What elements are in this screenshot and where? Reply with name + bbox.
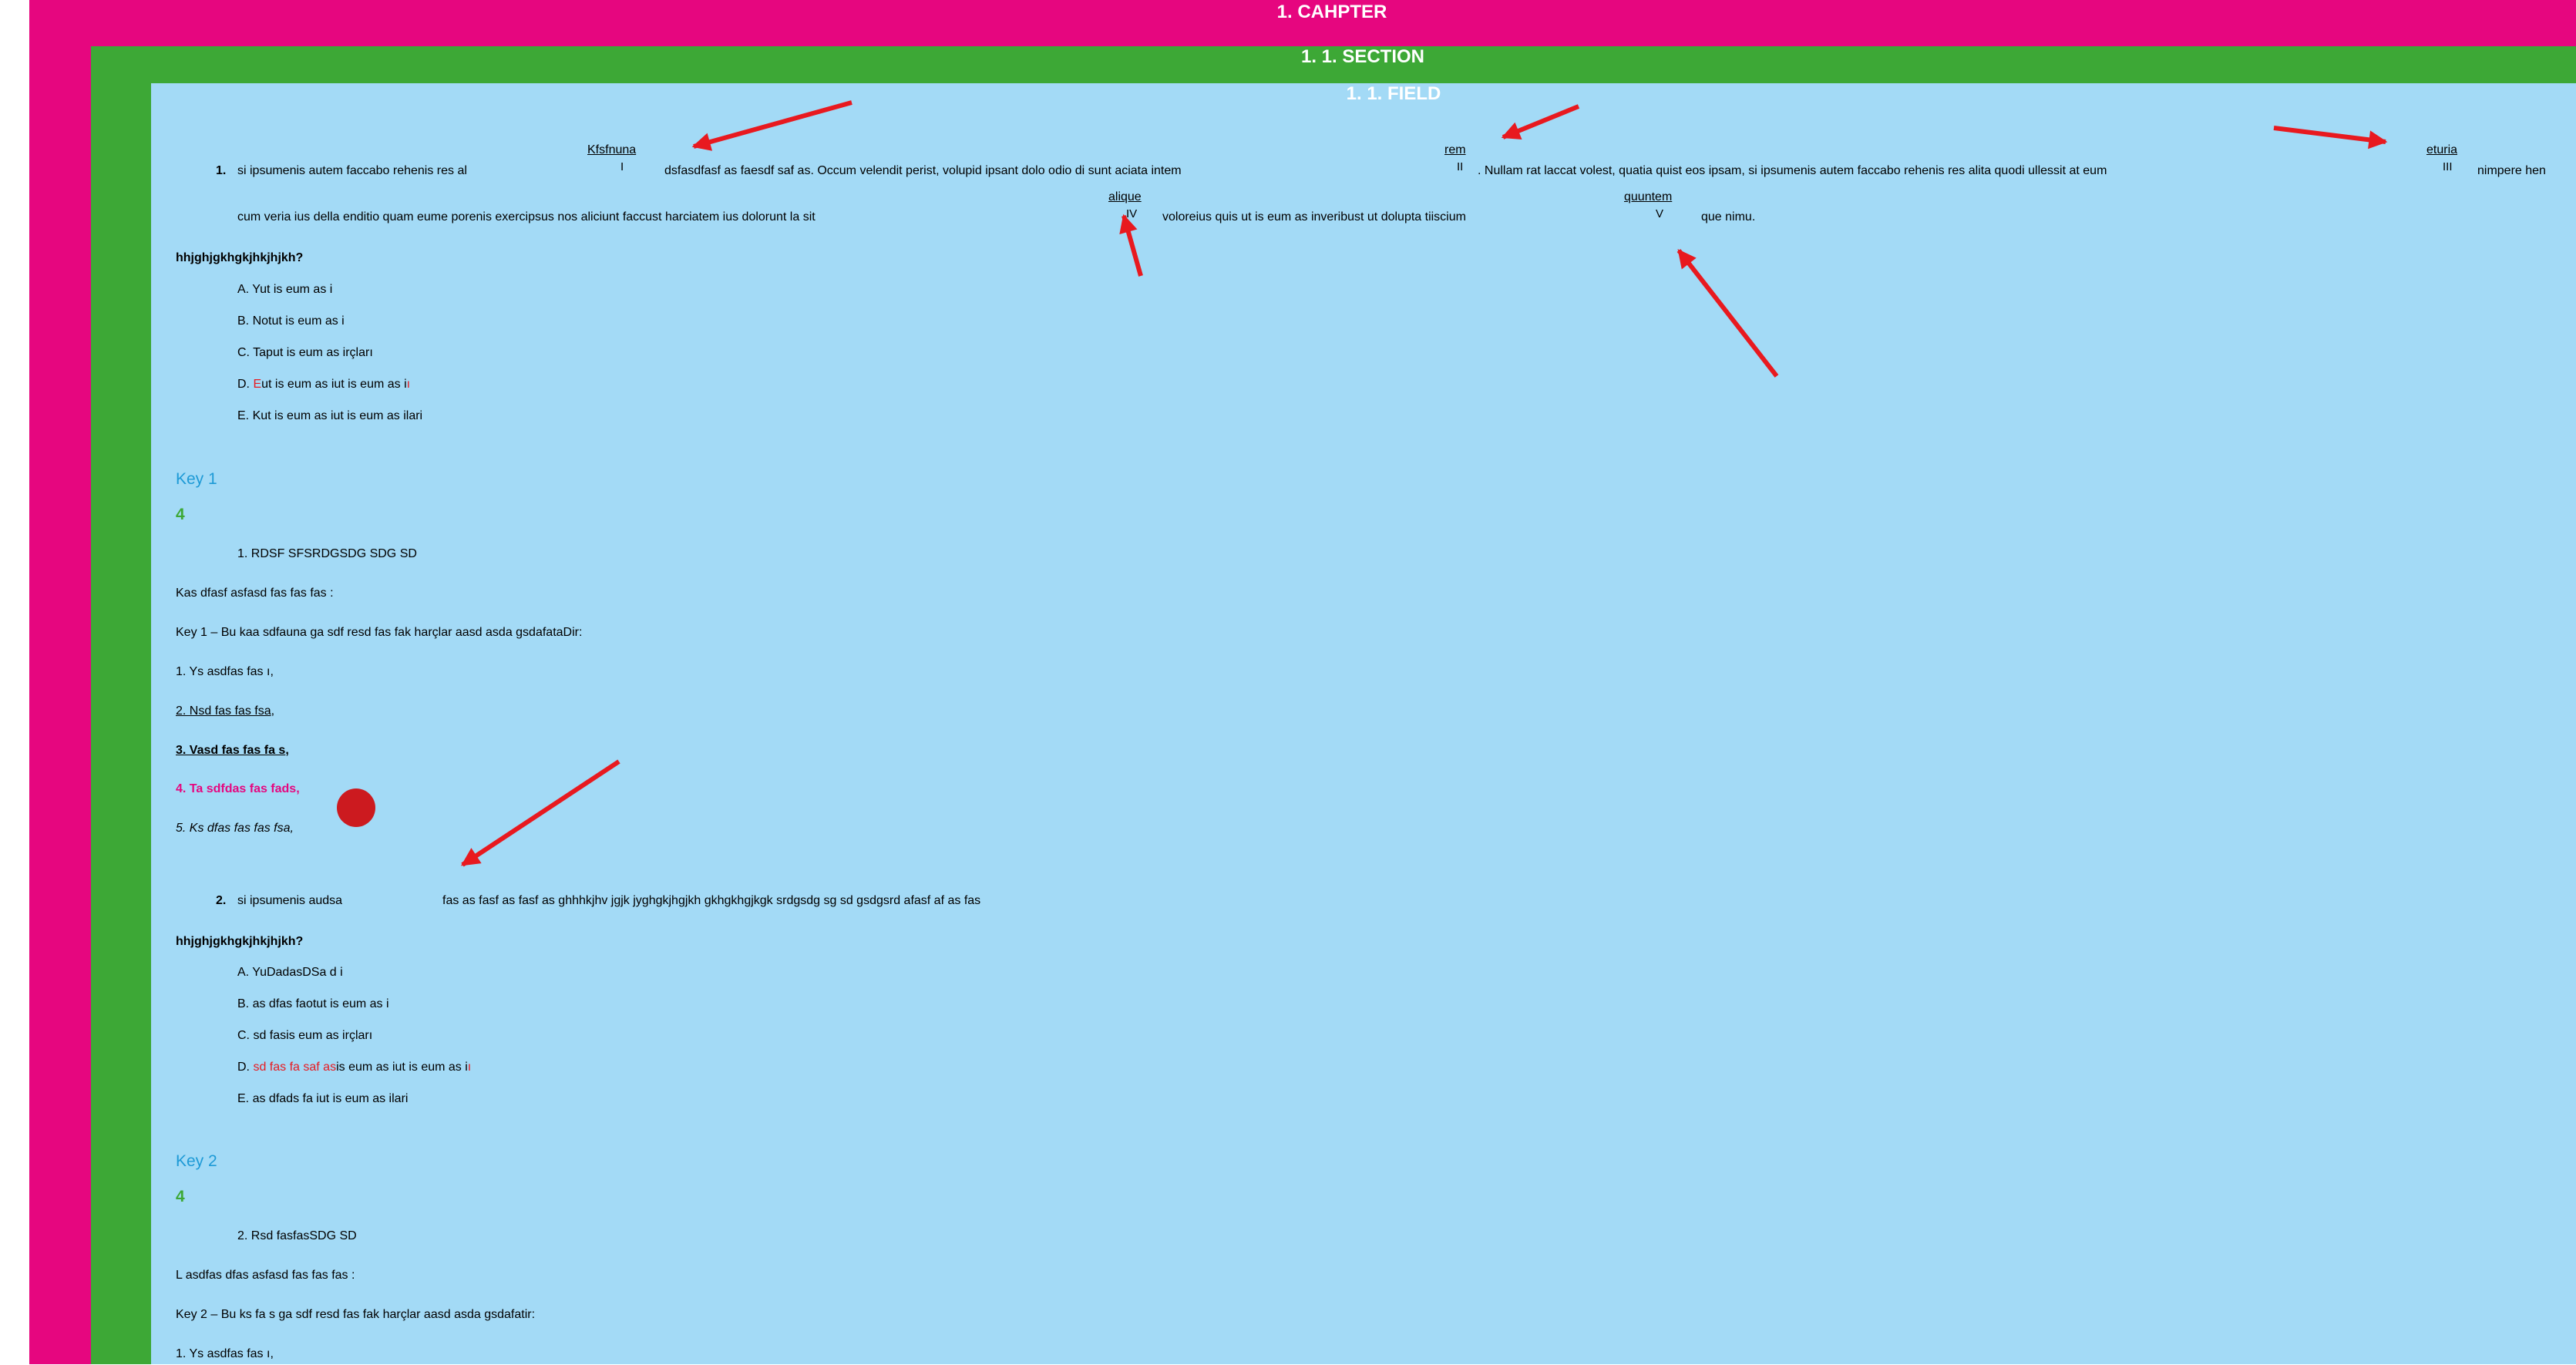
key-intro: Kas dfasf asfasd fas fas fas : [176, 587, 334, 600]
question-prompt: hhjghjgkhgkjhkjhjkh? [176, 251, 304, 264]
question-text: . Nullam rat laccat volest, quatia quist eos ipsam, si ipsumenis autem faccabo rehenis res alita quodi ullessit at eum [1478, 164, 2107, 177]
section-title: 1. 1. SECTION [1300, 46, 1425, 67]
question-text: si ipsumenis autem faccabo rehenis res al [237, 164, 467, 177]
question-prompt: hhjghjgkhgkjhkjhjkh? [176, 935, 304, 948]
roman-numeral: III [2443, 160, 2453, 173]
question-text: fas as fasf as fasf as ghhhkjhv jgjk jyghgkjhgjkh gkhgkhgjkgk srdgsdg sg sd gsdgsrd afasf af as fas [442, 894, 981, 907]
question-text: cum veria ius della enditio quam eume porenis exercipsus nos aliciunt faccust harciatem ius dolorunt la sit [237, 210, 816, 224]
answer-option[interactable]: A. Yut is eum as i [237, 283, 333, 296]
answer-option[interactable]: B. Notut is eum as i [237, 314, 345, 328]
blank-word: rem [1444, 143, 1466, 156]
chapter-title: 1. CAHPTER [1276, 2, 1387, 22]
list-item: 3. Vasd fas fas fa s, [176, 744, 289, 757]
answer-option[interactable]: D. sd fas fa saf asis eum as iut is eum as iı [237, 1061, 472, 1074]
list-item: 1. Ys asdfas fas ı, [176, 665, 274, 678]
answer-option[interactable]: B. as dfas faotut is eum as i [237, 997, 389, 1010]
answer-option[interactable]: E. Kut is eum as iut is eum as ilari [237, 409, 423, 422]
roman-numeral: V [1656, 207, 1664, 220]
arrow-to-blank-2 [1503, 106, 1579, 137]
roman-numeral: II [1457, 160, 1464, 173]
key-item: 2. Rsd fasfasSDG SD [237, 1229, 357, 1242]
answer-option[interactable]: D. Eut is eum as iut is eum as iı [237, 378, 411, 391]
key-label: Key 1 [176, 470, 217, 488]
question-text: si ipsumenis audsa [237, 894, 343, 907]
question-number: 1. [216, 164, 227, 177]
question-number: 2. [216, 894, 227, 907]
key-line: Key 2 – Bu ks fa s ga sdf resd fas fak harçlar aasd asda gsdafatir: [176, 1308, 536, 1321]
key-label: Key 2 [176, 1152, 217, 1170]
arrow-to-blank-4 [1124, 216, 1141, 276]
answer-option[interactable]: C. Taput is eum as irçları [237, 346, 373, 359]
blank-word: alique [1108, 190, 1142, 203]
arrow-to-blank-1 [694, 103, 852, 146]
roman-numeral: I [620, 160, 624, 173]
arrow-to-blank-5 [1679, 250, 1777, 376]
key-item: 1. RDSF SFSRDGSDG SDG SD [237, 547, 417, 560]
arrow-to-dot [462, 762, 619, 865]
question-text: que nimu. [1701, 210, 1756, 224]
blank-word: eturia [2426, 143, 2458, 156]
list-item: 4. Ta sdfdas fas fads, [176, 782, 300, 795]
list-item: 5. Ks dfas fas fas fsa, [176, 822, 294, 835]
roman-numeral: IV [1126, 207, 1138, 220]
key-line: Key 1 – Bu kaa sdfauna ga sdf resd fas fak harçlar aasd asda gsdafataDir: [176, 626, 583, 639]
question-text: voloreius quis ut is eum as inveribust ut dolupta tiiscium [1162, 210, 1466, 224]
blank-word: Kfsfnuna [587, 143, 637, 156]
list-item: 2. Nsd fas fas fsa, [176, 704, 275, 718]
blank-word: quuntem [1624, 190, 1673, 203]
answer-option[interactable]: E. as dfads fa iut is eum as ilari [237, 1092, 409, 1105]
arrow-to-blank-3 [2274, 128, 2386, 142]
answer-option[interactable]: A. YuDadasDSa d i [237, 966, 343, 979]
question-text: dsfasdfasf as faesdf saf as. Occum velendit perist, volupid ipsant dolo odio di sunt aciata intem [664, 164, 1182, 177]
answer-option[interactable]: C. sd fasis eum as irçları [237, 1029, 373, 1042]
question-text: nimpere hen [2477, 164, 2546, 177]
field-title: 1. 1. FIELD [1346, 83, 1441, 104]
list-item: 1. Ys asdfas fas ı, [176, 1347, 274, 1360]
key-answer: 4 [176, 1188, 185, 1205]
key-answer: 4 [176, 506, 185, 523]
key-intro: L asdfas dfas asfasd fas fas fas : [176, 1269, 355, 1282]
